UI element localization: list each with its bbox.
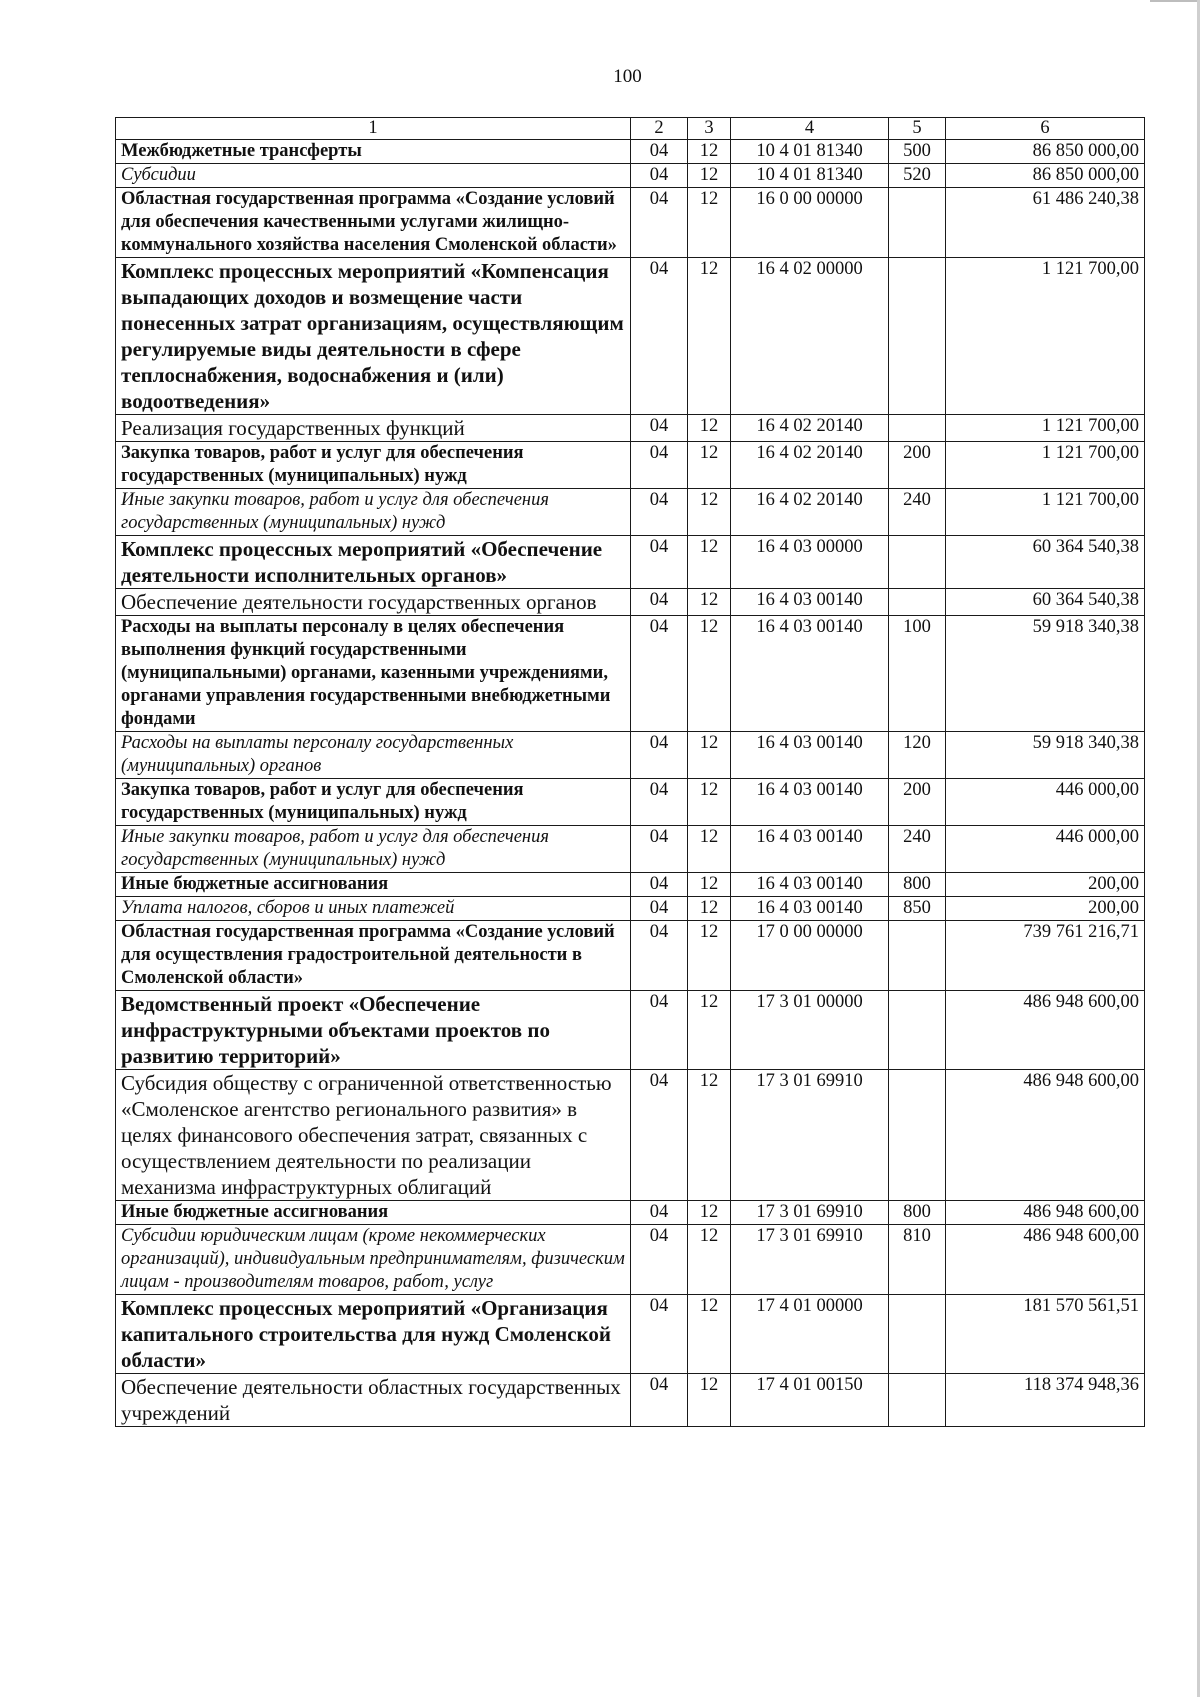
expense-type-cell: 200 — [889, 779, 946, 826]
table-row — [116, 415, 1145, 442]
item-name-cell: Обеспечение деятельности областных государственных учреждений — [116, 1374, 631, 1427]
target-article-cell: 16 4 03 00140 — [731, 826, 889, 873]
expense-type-cell — [889, 921, 946, 991]
section-code-cell: 04 — [631, 1201, 688, 1225]
section-code-cell: 04 — [631, 873, 688, 897]
target-article-cell: 17 3 01 69910 — [731, 1225, 889, 1295]
expense-type-cell: 240 — [889, 826, 946, 873]
table-row — [116, 258, 1145, 415]
subsection-code-cell: 12 — [688, 921, 731, 991]
amount-cell: 1 121 700,00 — [946, 442, 1145, 489]
expense-type-cell: 100 — [889, 616, 946, 732]
item-name-cell: Субсидия обществу с ограниченной ответственностью «Смоленское агентство регионального развития» в целях финансового обеспечения затрат, связанных с осуществлением деятельности по реализации механизма инфраструктурных облигаций — [116, 1070, 631, 1201]
target-article-cell: 17 0 00 00000 — [731, 921, 889, 991]
expense-type-cell — [889, 1295, 946, 1374]
target-article-cell: 17 3 01 69910 — [731, 1201, 889, 1225]
amount-cell: 59 918 340,38 — [946, 616, 1145, 732]
item-name-cell: Ведомственный проект «Обеспечение инфраструктурными объектами проектов по развитию территорий» — [116, 991, 631, 1070]
table-row — [116, 1295, 1145, 1374]
target-article-cell: 16 4 03 00140 — [731, 779, 889, 826]
target-article-cell: 16 4 03 00140 — [731, 616, 889, 732]
subsection-code-cell: 12 — [688, 589, 731, 616]
expense-type-cell — [889, 991, 946, 1070]
subsection-code-cell: 12 — [688, 873, 731, 897]
table-row — [116, 489, 1145, 536]
expense-type-cell: 120 — [889, 732, 946, 779]
amount-cell: 486 948 600,00 — [946, 1070, 1145, 1201]
amount-cell: 1 121 700,00 — [946, 258, 1145, 415]
expense-type-cell — [889, 415, 946, 442]
subsection-code-cell: 12 — [688, 826, 731, 873]
column-header: 2 — [631, 118, 688, 140]
subsection-code-cell: 12 — [688, 415, 731, 442]
section-code-cell: 04 — [631, 442, 688, 489]
expense-type-cell — [889, 1374, 946, 1427]
column-header: 3 — [688, 118, 731, 140]
expense-type-cell: 200 — [889, 442, 946, 489]
expense-type-cell — [889, 536, 946, 589]
item-name-cell: Расходы на выплаты персоналу государственных (муниципальных) органов — [116, 732, 631, 779]
table-row — [116, 779, 1145, 826]
table-row — [116, 1070, 1145, 1201]
subsection-code-cell: 12 — [688, 779, 731, 826]
table-row — [116, 1201, 1145, 1225]
table-header-row — [116, 118, 1145, 140]
target-article-cell: 16 4 02 20140 — [731, 489, 889, 536]
subsection-code-cell: 12 — [688, 1374, 731, 1427]
expense-type-cell: 800 — [889, 873, 946, 897]
expense-type-cell: 810 — [889, 1225, 946, 1295]
target-article-cell: 16 4 03 00140 — [731, 873, 889, 897]
amount-cell: 60 364 540,38 — [946, 536, 1145, 589]
section-code-cell: 04 — [631, 991, 688, 1070]
subsection-code-cell: 12 — [688, 1225, 731, 1295]
table-row — [116, 164, 1145, 188]
section-code-cell: 04 — [631, 164, 688, 188]
column-header: 5 — [889, 118, 946, 140]
section-code-cell: 04 — [631, 258, 688, 415]
expense-type-cell: 850 — [889, 897, 946, 921]
section-code-cell: 04 — [631, 921, 688, 991]
amount-cell: 200,00 — [946, 897, 1145, 921]
item-name-cell: Межбюджетные трансферты — [116, 140, 631, 164]
item-name-cell: Комплекс процессных мероприятий «Компенсация выпадающих доходов и возмещение части понесенных затрат организациям, осуществляющим регулируемые виды деятельности в сфере теплоснабжения, водоснабжения и (или) водоотведения» — [116, 258, 631, 415]
section-code-cell: 04 — [631, 826, 688, 873]
amount-cell: 1 121 700,00 — [946, 489, 1145, 536]
target-article-cell: 16 0 00 00000 — [731, 188, 889, 258]
subsection-code-cell: 12 — [688, 991, 731, 1070]
section-code-cell: 04 — [631, 732, 688, 779]
item-name-cell: Субсидии — [116, 164, 631, 188]
expense-type-cell — [889, 258, 946, 415]
subsection-code-cell: 12 — [688, 442, 731, 489]
item-name-cell: Комплекс процессных мероприятий «Обеспечение деятельности исполнительных органов» — [116, 536, 631, 589]
section-code-cell: 04 — [631, 616, 688, 732]
item-name-cell: Иные бюджетные ассигнования — [116, 1201, 631, 1225]
amount-cell: 61 486 240,38 — [946, 188, 1145, 258]
subsection-code-cell: 12 — [688, 188, 731, 258]
table-row — [116, 188, 1145, 258]
target-article-cell: 17 3 01 00000 — [731, 991, 889, 1070]
subsection-code-cell: 12 — [688, 1295, 731, 1374]
target-article-cell: 16 4 02 00000 — [731, 258, 889, 415]
subsection-code-cell: 12 — [688, 897, 731, 921]
expense-type-cell: 800 — [889, 1201, 946, 1225]
table-row — [116, 732, 1145, 779]
amount-cell: 60 364 540,38 — [946, 589, 1145, 616]
expense-type-cell: 500 — [889, 140, 946, 164]
amount-cell: 59 918 340,38 — [946, 732, 1145, 779]
section-code-cell: 04 — [631, 188, 688, 258]
target-article-cell: 10 4 01 81340 — [731, 140, 889, 164]
subsection-code-cell: 12 — [688, 732, 731, 779]
item-name-cell: Закупка товаров, работ и услуг для обеспечения государственных (муниципальных) нужд — [116, 442, 631, 489]
item-name-cell: Иные закупки товаров, работ и услуг для обеспечения государственных (муниципальных) нужд — [116, 826, 631, 873]
amount-cell: 446 000,00 — [946, 779, 1145, 826]
table-row — [116, 616, 1145, 732]
expense-type-cell — [889, 1070, 946, 1201]
subsection-code-cell: 12 — [688, 536, 731, 589]
table-row — [116, 589, 1145, 616]
budget-table — [115, 117, 1145, 1427]
table-row — [116, 991, 1145, 1070]
item-name-cell: Субсидии юридическим лицам (кроме некоммерческих организаций), индивидуальным предпринимателям, физическим лицам - производителям товаров, работ, услуг — [116, 1225, 631, 1295]
section-code-cell: 04 — [631, 779, 688, 826]
section-code-cell: 04 — [631, 1225, 688, 1295]
section-code-cell: 04 — [631, 140, 688, 164]
item-name-cell: Обеспечение деятельности государственных органов — [116, 589, 631, 616]
item-name-cell: Иные закупки товаров, работ и услуг для обеспечения государственных (муниципальных) нужд — [116, 489, 631, 536]
amount-cell: 486 948 600,00 — [946, 1201, 1145, 1225]
target-article-cell: 17 3 01 69910 — [731, 1070, 889, 1201]
amount-cell: 118 374 948,36 — [946, 1374, 1145, 1427]
target-article-cell: 17 4 01 00000 — [731, 1295, 889, 1374]
expense-type-cell — [889, 188, 946, 258]
table-row — [116, 873, 1145, 897]
page-number: 100 — [613, 66, 642, 87]
target-article-cell: 16 4 03 00140 — [731, 897, 889, 921]
target-article-cell: 16 4 02 20140 — [731, 442, 889, 489]
item-name-cell: Комплекс процессных мероприятий «Организация капитального строительства для нужд Смоленской области» — [116, 1295, 631, 1374]
item-name-cell: Областная государственная программа «Создание условий для осуществления градостроительной деятельности в Смоленской области» — [116, 921, 631, 991]
subsection-code-cell: 12 — [688, 1201, 731, 1225]
expense-type-cell — [889, 589, 946, 616]
target-article-cell: 16 4 03 00140 — [731, 589, 889, 616]
table-row — [116, 140, 1145, 164]
amount-cell: 739 761 216,71 — [946, 921, 1145, 991]
amount-cell: 446 000,00 — [946, 826, 1145, 873]
item-name-cell: Иные бюджетные ассигнования — [116, 873, 631, 897]
section-code-cell: 04 — [631, 1070, 688, 1201]
section-code-cell: 04 — [631, 415, 688, 442]
table-row — [116, 921, 1145, 991]
table-row — [116, 442, 1145, 489]
amount-cell: 486 948 600,00 — [946, 1225, 1145, 1295]
section-code-cell: 04 — [631, 536, 688, 589]
amount-cell: 1 121 700,00 — [946, 415, 1145, 442]
amount-cell: 86 850 000,00 — [946, 140, 1145, 164]
amount-cell: 181 570 561,51 — [946, 1295, 1145, 1374]
section-code-cell: 04 — [631, 1295, 688, 1374]
subsection-code-cell: 12 — [688, 164, 731, 188]
target-article-cell: 16 4 03 00000 — [731, 536, 889, 589]
subsection-code-cell: 12 — [688, 258, 731, 415]
subsection-code-cell: 12 — [688, 140, 731, 164]
subsection-code-cell: 12 — [688, 489, 731, 536]
column-header: 1 — [116, 118, 631, 140]
column-header: 6 — [946, 118, 1145, 140]
subsection-code-cell: 12 — [688, 616, 731, 732]
table-row — [116, 1225, 1145, 1295]
item-name-cell: Областная государственная программа «Создание условий для обеспечения качественными услугами жилищно-коммунального хозяйства населения Смоленской области» — [116, 188, 631, 258]
section-code-cell: 04 — [631, 897, 688, 921]
item-name-cell: Уплата налогов, сборов и иных платежей — [116, 897, 631, 921]
amount-cell: 200,00 — [946, 873, 1145, 897]
amount-cell: 486 948 600,00 — [946, 991, 1145, 1070]
amount-cell: 86 850 000,00 — [946, 164, 1145, 188]
table-row — [116, 826, 1145, 873]
section-code-cell: 04 — [631, 1374, 688, 1427]
item-name-cell: Реализация государственных функций — [116, 415, 631, 442]
column-header: 4 — [731, 118, 889, 140]
expense-type-cell: 520 — [889, 164, 946, 188]
item-name-cell: Закупка товаров, работ и услуг для обеспечения государственных (муниципальных) нужд — [116, 779, 631, 826]
table-row — [116, 536, 1145, 589]
target-article-cell: 10 4 01 81340 — [731, 164, 889, 188]
expense-type-cell: 240 — [889, 489, 946, 536]
table-body — [116, 140, 1145, 1427]
section-code-cell: 04 — [631, 489, 688, 536]
target-article-cell: 17 4 01 00150 — [731, 1374, 889, 1427]
table-row — [116, 897, 1145, 921]
subsection-code-cell: 12 — [688, 1070, 731, 1201]
target-article-cell: 16 4 03 00140 — [731, 732, 889, 779]
table-row — [116, 1374, 1145, 1427]
scan-artifact — [1150, 0, 1200, 2]
section-code-cell: 04 — [631, 589, 688, 616]
item-name-cell: Расходы на выплаты персоналу в целях обеспечения выполнения функций государственными (муниципальными) органами, казенными учреждениями, органами управления государственными внебюджетными фондами — [116, 616, 631, 732]
target-article-cell: 16 4 02 20140 — [731, 415, 889, 442]
